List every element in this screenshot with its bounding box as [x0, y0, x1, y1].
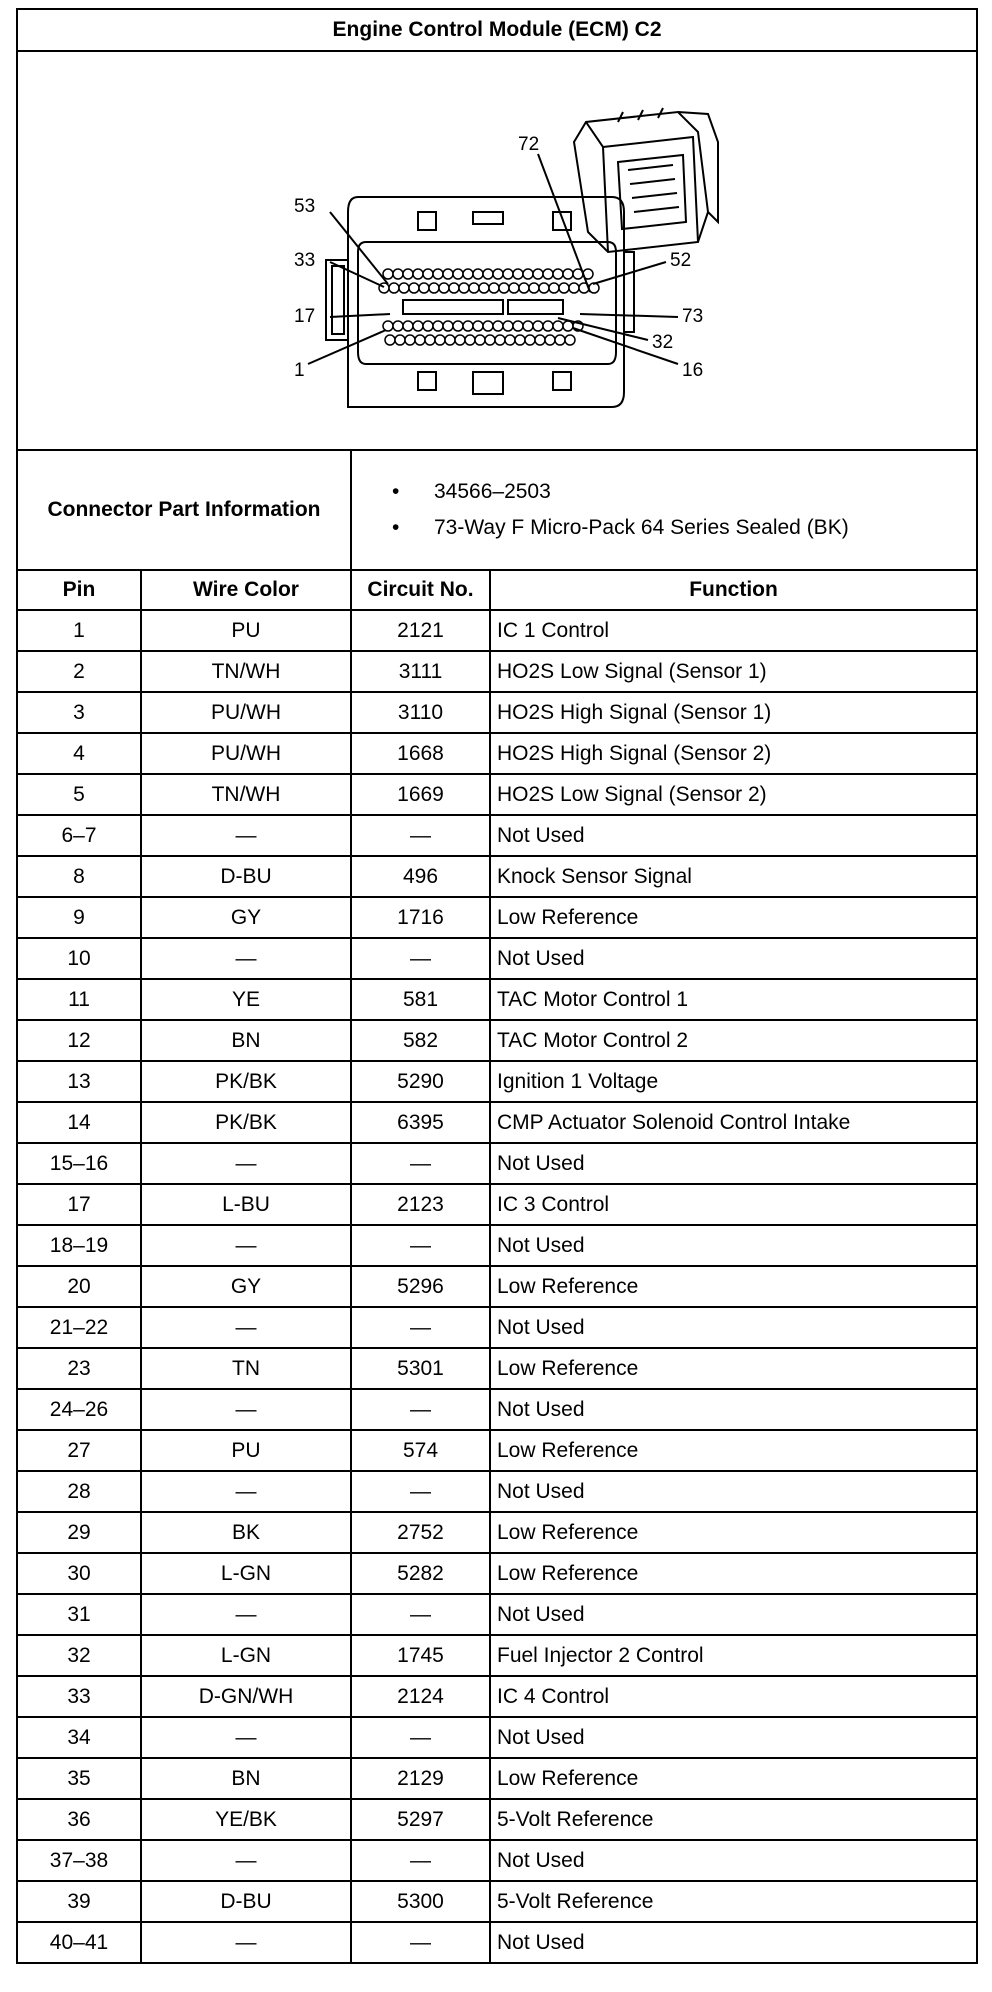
- pin-cell: 21–22: [17, 1307, 141, 1348]
- table-row: [17, 1922, 977, 1963]
- pin-socket: [543, 269, 553, 279]
- table-row: [17, 1840, 977, 1881]
- function-cell: IC 3 Control: [490, 1184, 977, 1225]
- pin-socket: [423, 269, 433, 279]
- pin-cell: 3: [17, 692, 141, 733]
- table-row: [17, 1020, 977, 1061]
- function-cell: Low Reference: [490, 1348, 977, 1389]
- pin-cell: 31: [17, 1594, 141, 1635]
- pin-socket: [495, 335, 505, 345]
- function-cell: Not Used: [490, 1307, 977, 1348]
- function-cell: Low Reference: [490, 1430, 977, 1471]
- circuit-no-cell: 2752: [351, 1512, 490, 1553]
- wire-color-cell: —: [141, 1471, 351, 1512]
- wire-color-cell: PU: [141, 1430, 351, 1471]
- circuit-no-cell: 2129: [351, 1758, 490, 1799]
- pin-socket: [559, 283, 569, 293]
- circuit-no-cell: —: [351, 1717, 490, 1758]
- pin-socket: [455, 335, 465, 345]
- circuit-no-cell: 3110: [351, 692, 490, 733]
- connector-part-info: [351, 450, 977, 570]
- circuit-no-cell: 2121: [351, 610, 490, 651]
- wire-color-cell: YE/BK: [141, 1799, 351, 1840]
- wire-color-cell: GY: [141, 1266, 351, 1307]
- table-row: [17, 1594, 977, 1635]
- function-cell: HO2S Low Signal (Sensor 1): [490, 651, 977, 692]
- circuit-no-cell: —: [351, 1143, 490, 1184]
- table-row: [17, 1348, 977, 1389]
- wire-color-cell: —: [141, 1389, 351, 1430]
- function-cell: Not Used: [490, 938, 977, 979]
- callout-17: 17: [294, 306, 316, 327]
- circuit-no-cell: 5296: [351, 1266, 490, 1307]
- circuit-no-cell: 1669: [351, 774, 490, 815]
- circuit-no-cell: 496: [351, 856, 490, 897]
- wire-color-cell: TN/WH: [141, 651, 351, 692]
- wire-color-cell: L-GN: [141, 1553, 351, 1594]
- pin-socket: [535, 335, 545, 345]
- pin-socket: [463, 269, 473, 279]
- pin-socket: [533, 321, 543, 331]
- callout-53: 53: [294, 196, 316, 217]
- table-row: [17, 979, 977, 1020]
- function-cell: Not Used: [490, 1471, 977, 1512]
- wire-color-cell: PU/WH: [141, 692, 351, 733]
- pin-cell: 40–41: [17, 1922, 141, 1963]
- pin-socket: [409, 283, 419, 293]
- pin-socket: [413, 321, 423, 331]
- pin-socket: [503, 321, 513, 331]
- table-row: [17, 1430, 977, 1471]
- table-row: [17, 1758, 977, 1799]
- table-row: [17, 1184, 977, 1225]
- header-function: Function: [490, 570, 977, 610]
- pin-socket: [453, 321, 463, 331]
- pin-socket: [519, 283, 529, 293]
- pin-cell: 8: [17, 856, 141, 897]
- table-row: [17, 815, 977, 856]
- table-row: [17, 1266, 977, 1307]
- wire-color-cell: PK/BK: [141, 1102, 351, 1143]
- connector-sheet: [16, 8, 976, 1964]
- pin-socket: [429, 283, 439, 293]
- connector-part-label: Connector Part Information: [17, 450, 351, 570]
- circuit-no-cell: 3111: [351, 651, 490, 692]
- table-header: [17, 570, 977, 610]
- wire-color-cell: PU/WH: [141, 733, 351, 774]
- pin-socket: [565, 335, 575, 345]
- callout-32: 32: [652, 332, 674, 353]
- function-cell: Not Used: [490, 1594, 977, 1635]
- pin-cell: 18–19: [17, 1225, 141, 1266]
- pin-cell: 2: [17, 651, 141, 692]
- wire-color-cell: —: [141, 1922, 351, 1963]
- wire-color-cell: L-GN: [141, 1635, 351, 1676]
- circuit-no-cell: —: [351, 1922, 490, 1963]
- function-cell: HO2S High Signal (Sensor 2): [490, 733, 977, 774]
- pin-socket: [553, 269, 563, 279]
- table-row: [17, 692, 977, 733]
- table-row: [17, 1471, 977, 1512]
- pin-socket: [413, 269, 423, 279]
- table-row: [17, 610, 977, 651]
- circuit-no-cell: —: [351, 938, 490, 979]
- pin-socket: [395, 335, 405, 345]
- function-cell: 5-Volt Reference: [490, 1799, 977, 1840]
- pin-socket: [383, 321, 393, 331]
- wire-color-cell: D-BU: [141, 1881, 351, 1922]
- circuit-no-cell: 5282: [351, 1553, 490, 1594]
- pin-cell: 17: [17, 1184, 141, 1225]
- pin-socket: [383, 269, 393, 279]
- pin-socket: [465, 335, 475, 345]
- pin-socket: [419, 283, 429, 293]
- wire-color-cell: PK/BK: [141, 1061, 351, 1102]
- circuit-no-cell: 5297: [351, 1799, 490, 1840]
- function-cell: Ignition 1 Voltage: [490, 1061, 977, 1102]
- pin-cell: 39: [17, 1881, 141, 1922]
- function-cell: Low Reference: [490, 897, 977, 938]
- table-row: [17, 733, 977, 774]
- pin-socket: [523, 269, 533, 279]
- pin-socket: [449, 283, 459, 293]
- table-row: [17, 1307, 977, 1348]
- pin-cell: 10: [17, 938, 141, 979]
- pin-socket: [533, 269, 543, 279]
- function-cell: Not Used: [490, 815, 977, 856]
- wire-color-cell: PU: [141, 610, 351, 651]
- wire-color-cell: —: [141, 1840, 351, 1881]
- wire-color-cell: —: [141, 815, 351, 856]
- function-cell: HO2S High Signal (Sensor 1): [490, 692, 977, 733]
- circuit-no-cell: 2124: [351, 1676, 490, 1717]
- pin-cell: 12: [17, 1020, 141, 1061]
- pin-cell: 4: [17, 733, 141, 774]
- pin-socket: [435, 335, 445, 345]
- function-cell: Low Reference: [490, 1512, 977, 1553]
- pin-cell: 20: [17, 1266, 141, 1307]
- table-row: [17, 856, 977, 897]
- pin-cell: 11: [17, 979, 141, 1020]
- function-cell: HO2S Low Signal (Sensor 2): [490, 774, 977, 815]
- pin-socket: [423, 321, 433, 331]
- circuit-no-cell: —: [351, 1840, 490, 1881]
- pin-socket: [545, 335, 555, 345]
- function-cell: Not Used: [490, 1143, 977, 1184]
- pin-socket: [439, 283, 449, 293]
- table-row: [17, 1061, 977, 1102]
- connector-table: [16, 8, 978, 1964]
- function-cell: Not Used: [490, 1389, 977, 1430]
- table-row: [17, 651, 977, 692]
- table-row: [17, 1676, 977, 1717]
- pin-socket: [555, 335, 565, 345]
- table-row: [17, 1143, 977, 1184]
- part-description: • 73-Way F Micro-Pack 64 Series Sealed (BK): [392, 510, 976, 546]
- pin-socket: [443, 269, 453, 279]
- pin-cell: 36: [17, 1799, 141, 1840]
- table-row: [17, 1881, 977, 1922]
- callout-leaders: [308, 154, 678, 364]
- pin-socket: [479, 283, 489, 293]
- pin-cell: 33: [17, 1676, 141, 1717]
- function-cell: 5-Volt Reference: [490, 1881, 977, 1922]
- pin-cell: 28: [17, 1471, 141, 1512]
- pin-cell: 35: [17, 1758, 141, 1799]
- circuit-no-cell: 1745: [351, 1635, 490, 1676]
- circuit-no-cell: —: [351, 1471, 490, 1512]
- function-cell: Low Reference: [490, 1553, 977, 1594]
- callout-73: 73: [682, 306, 704, 327]
- pin-socket: [453, 269, 463, 279]
- pin-socket: [505, 335, 515, 345]
- wire-color-cell: —: [141, 1594, 351, 1635]
- header-wire-color: Wire Color: [141, 570, 351, 610]
- pin-socket: [415, 335, 425, 345]
- pin-socket: [489, 283, 499, 293]
- pin-socket: [433, 269, 443, 279]
- pin-cell: 23: [17, 1348, 141, 1389]
- pin-socket: [475, 335, 485, 345]
- pin-cell: 32: [17, 1635, 141, 1676]
- pin-socket: [485, 335, 495, 345]
- function-cell: IC 1 Control: [490, 610, 977, 651]
- function-cell: TAC Motor Control 1: [490, 979, 977, 1020]
- pin-cell: 13: [17, 1061, 141, 1102]
- pin-cell: 29: [17, 1512, 141, 1553]
- pin-socket: [513, 321, 523, 331]
- header-circuit-no: Circuit No.: [351, 570, 490, 610]
- circuit-no-cell: 1668: [351, 733, 490, 774]
- pin-socket: [469, 283, 479, 293]
- pin-cell: 34: [17, 1717, 141, 1758]
- pin-socket: [509, 283, 519, 293]
- circuit-no-cell: 6395: [351, 1102, 490, 1143]
- pin-socket: [499, 283, 509, 293]
- pin-socket: [549, 283, 559, 293]
- circuit-no-cell: —: [351, 1594, 490, 1635]
- connector-3d-icon: [574, 108, 718, 252]
- table-row: [17, 1512, 977, 1553]
- wire-color-cell: —: [141, 1143, 351, 1184]
- wire-color-cell: —: [141, 1717, 351, 1758]
- pin-socket: [483, 321, 493, 331]
- pin-socket: [393, 321, 403, 331]
- wire-color-cell: BK: [141, 1512, 351, 1553]
- pin-socket: [493, 321, 503, 331]
- pin-socket: [403, 321, 413, 331]
- circuit-no-cell: —: [351, 1225, 490, 1266]
- function-cell: Low Reference: [490, 1266, 977, 1307]
- table-row: [17, 1717, 977, 1758]
- pin-socket: [385, 335, 395, 345]
- circuit-no-cell: —: [351, 1307, 490, 1348]
- pin-cell: 5: [17, 774, 141, 815]
- wire-color-cell: —: [141, 1307, 351, 1348]
- pin-socket: [539, 283, 549, 293]
- pin-grid: [379, 269, 599, 345]
- table-row: [17, 1225, 977, 1266]
- callout-1: 1: [294, 360, 305, 381]
- pin-cell: 24–26: [17, 1389, 141, 1430]
- pin-socket: [563, 269, 573, 279]
- pin-socket: [459, 283, 469, 293]
- function-cell: Knock Sensor Signal: [490, 856, 977, 897]
- circuit-no-cell: 2123: [351, 1184, 490, 1225]
- wire-color-cell: BN: [141, 1758, 351, 1799]
- function-cell: Not Used: [490, 1225, 977, 1266]
- pin-socket: [463, 321, 473, 331]
- wire-color-cell: L-BU: [141, 1184, 351, 1225]
- pin-socket: [513, 269, 523, 279]
- callout-52: 52: [670, 250, 692, 271]
- table-row: [17, 1635, 977, 1676]
- connector-diagram: [17, 51, 977, 450]
- function-cell: Not Used: [490, 1840, 977, 1881]
- pin-socket: [503, 269, 513, 279]
- pin-cell: 9: [17, 897, 141, 938]
- connector-drawing: [18, 52, 974, 444]
- function-cell: Low Reference: [490, 1758, 977, 1799]
- table-row: [17, 1389, 977, 1430]
- pin-socket: [433, 321, 443, 331]
- circuit-no-cell: 582: [351, 1020, 490, 1061]
- pin-socket: [525, 335, 535, 345]
- pin-socket: [569, 283, 579, 293]
- wire-color-cell: TN: [141, 1348, 351, 1389]
- function-cell: IC 4 Control: [490, 1676, 977, 1717]
- pin-socket: [563, 321, 573, 331]
- pin-socket: [543, 321, 553, 331]
- header-pin: Pin: [17, 570, 141, 610]
- pin-cell: 1: [17, 610, 141, 651]
- circuit-no-cell: 5290: [351, 1061, 490, 1102]
- pin-cell: 15–16: [17, 1143, 141, 1184]
- pin-cell: 27: [17, 1430, 141, 1471]
- table-row: [17, 1102, 977, 1143]
- circuit-no-cell: 574: [351, 1430, 490, 1471]
- table-row: [17, 1799, 977, 1840]
- function-cell: Not Used: [490, 1922, 977, 1963]
- callout-16: 16: [682, 360, 704, 381]
- pin-socket: [473, 321, 483, 331]
- table-row: [17, 774, 977, 815]
- wire-color-cell: TN/WH: [141, 774, 351, 815]
- wire-color-cell: BN: [141, 1020, 351, 1061]
- pin-socket: [523, 321, 533, 331]
- pin-cell: 14: [17, 1102, 141, 1143]
- circuit-no-cell: —: [351, 815, 490, 856]
- pin-cell: 6–7: [17, 815, 141, 856]
- pin-socket: [425, 335, 435, 345]
- pin-socket: [553, 321, 563, 331]
- pin-socket: [493, 269, 503, 279]
- pin-cell: 37–38: [17, 1840, 141, 1881]
- wire-color-cell: —: [141, 938, 351, 979]
- wire-color-cell: D-GN/WH: [141, 1676, 351, 1717]
- pin-socket: [473, 269, 483, 279]
- pin-socket: [443, 321, 453, 331]
- circuit-no-cell: 5301: [351, 1348, 490, 1389]
- pin-socket: [393, 269, 403, 279]
- part-number: • 34566–2503: [392, 474, 976, 510]
- pin-socket: [403, 269, 413, 279]
- function-cell: TAC Motor Control 2: [490, 1020, 977, 1061]
- callout-72: 72: [518, 134, 540, 155]
- pin-socket: [515, 335, 525, 345]
- table-row: [17, 1553, 977, 1594]
- callout-33: 33: [294, 250, 316, 271]
- wire-color-cell: YE: [141, 979, 351, 1020]
- table-row: [17, 897, 977, 938]
- pin-socket: [529, 283, 539, 293]
- wire-color-cell: D-BU: [141, 856, 351, 897]
- function-cell: CMP Actuator Solenoid Control Intake: [490, 1102, 977, 1143]
- pin-socket: [445, 335, 455, 345]
- table-row: [17, 938, 977, 979]
- wire-color-cell: —: [141, 1225, 351, 1266]
- circuit-no-cell: 5300: [351, 1881, 490, 1922]
- pin-socket: [483, 269, 493, 279]
- pin-cell: 30: [17, 1553, 141, 1594]
- circuit-no-cell: 581: [351, 979, 490, 1020]
- circuit-no-cell: 1716: [351, 897, 490, 938]
- pin-socket: [405, 335, 415, 345]
- function-cell: Not Used: [490, 1717, 977, 1758]
- pin-socket: [399, 283, 409, 293]
- pin-socket: [389, 283, 399, 293]
- function-cell: Fuel Injector 2 Control: [490, 1635, 977, 1676]
- wire-color-cell: GY: [141, 897, 351, 938]
- page-title: Engine Control Module (ECM) C2: [17, 9, 977, 51]
- circuit-no-cell: —: [351, 1389, 490, 1430]
